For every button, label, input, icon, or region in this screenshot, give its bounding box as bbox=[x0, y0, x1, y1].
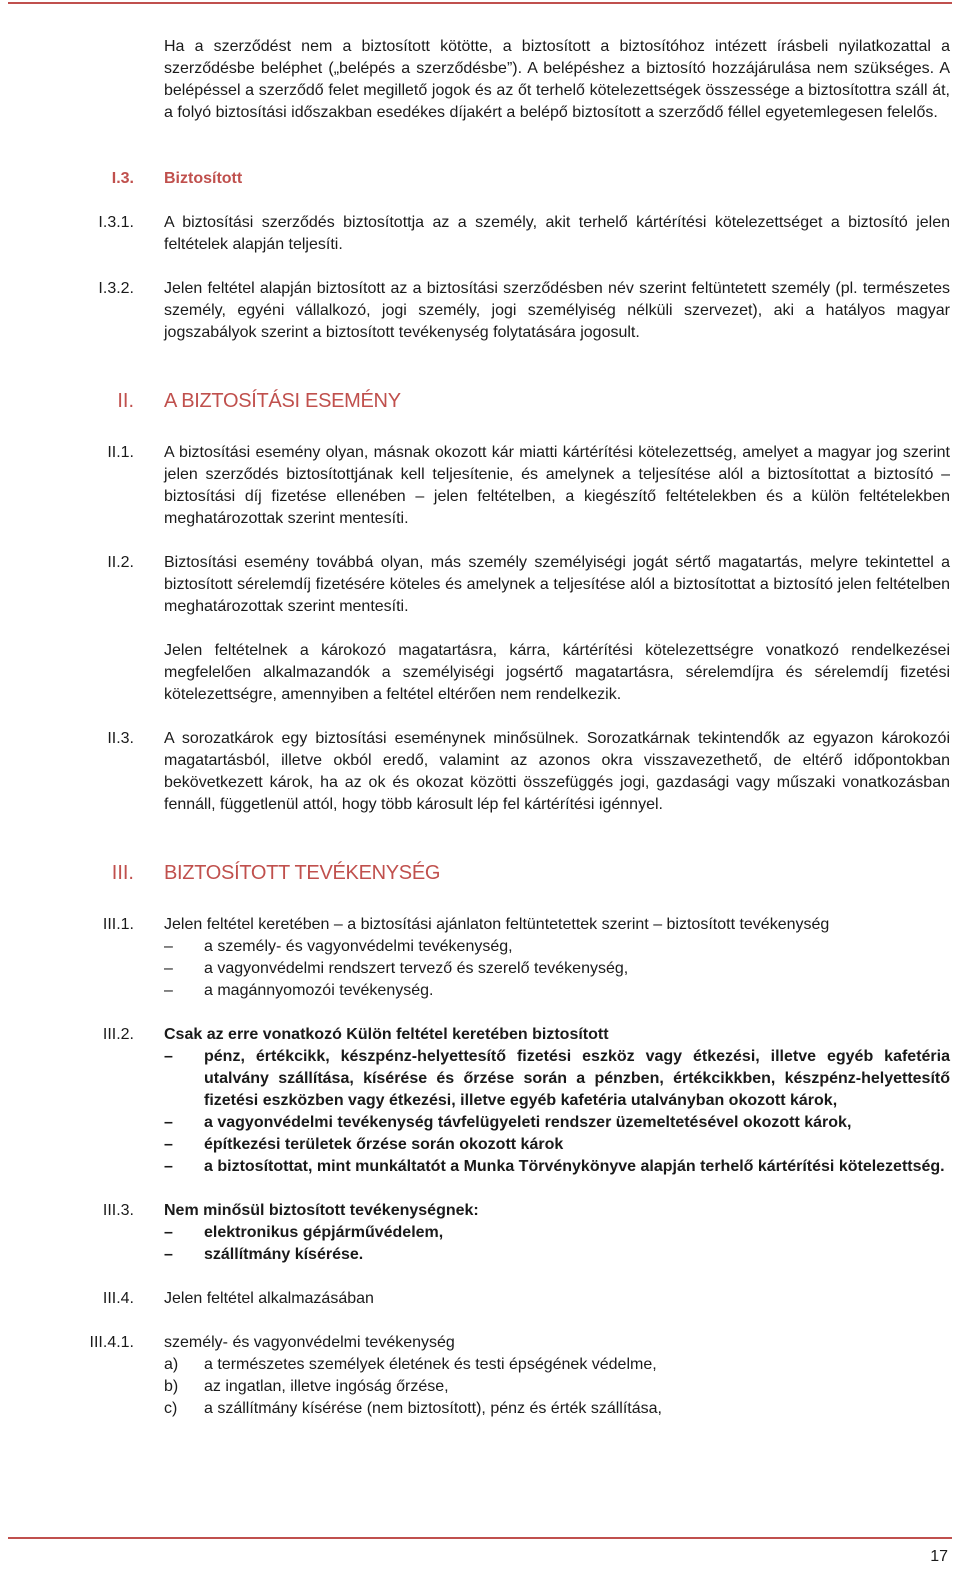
list-item: – a személy- és vagyonvédelmi tevékenység, bbox=[164, 936, 950, 958]
section-number: III. bbox=[111, 862, 134, 884]
clause-ii-1 bbox=[107, 442, 950, 530]
intro-paragraph: Ha a szerződést nem a biztosított kötötte, a biztosított a biztosítóhoz intézett írásbeli nyilatkozattal a szerződésbe beléphet („belépés a szerződésbe”). A belépéshez a biztosító hozzájárulása nem szükséges. A belépéssel a szerződő felet megillető jogok és az őt terhelő kötelezettségek összessége a biztosítottra száll át, a folyó biztosítási időszakban esedékes díjakért a belépő biztosított a szerződő féllel egyetemlegesen felelős. bbox=[164, 38, 950, 121]
clause-text: Jelen feltétel alapján biztosított az a biztosítási szerződésben név szerint feltüntetett személy (pl. természetes személy, egyéni vállalkozó, jogi személy, jogi személyiség nélküli szervezet), aki a hatályos magyar jogszabályok szerint a biztosított tevékenység folytatására jogosult. bbox=[164, 280, 950, 341]
clause-ii-2-continued: Jelen feltételnek a károkozó magatartásra, kárra, kártérítési kötelezettségre vonatkozó rendelkezései megfelelően alkalmazandók a személyiségi jogsértő magatartásra, sérelemdíjra és sérelemdíj fizetési kötelezettségre, amennyiben a feltétel eltérően nem rendelkezik. bbox=[164, 642, 950, 703]
list-item: – pénz, értékcikk, készpénz-helyettesítő fizetési eszköz vagy étkezési, illetve egyéb kafetéria utalvány szállítása, kísérése és őrzése során a pénzben, értékcikkben, készpénz-helyettesítő fizetési eszközben vagy étkezési, illetve egyéb kafetéria utalványban okozott károk, bbox=[164, 1046, 950, 1112]
list-item bbox=[164, 1398, 950, 1420]
clause-number: II.3. bbox=[107, 730, 134, 747]
clause-text: Biztosítási esemény továbbá olyan, más személy személyiségi jogát sértő magatartás, melyre tekintettel a biztosított sérelemdíj fizetésére köteles és amelynek a teljesítése alól a biztosítottat a biztosító jelen feltételben meghatározottak szerint mentesíti. bbox=[164, 554, 950, 615]
clause-text: A sorozatkárok egy biztosítási eseménynek minősülnek. Sorozatkárnak tekintendők az egyazon károkozói magatartásból, illetve okból eredő, valamint az azonos okra visszavezethető, de eltérő időpontokban bekövetkezett károk, ha az ok és okozat közötti összefüggés jogi, gazdasági vagy műszaki vonatkozásban fennáll, függetlenül attól, hogy több károsult lép fel kártérítési igénnyel. bbox=[164, 730, 950, 813]
clause-number: I.3.1. bbox=[98, 214, 134, 231]
clause-text: A biztosítási szerződés biztosítottja az a személy, akit terhelő kártérítési kötelezettséget a biztosító jelen feltételek alapján teljesíti. bbox=[164, 214, 950, 253]
list-marker: a) bbox=[164, 1356, 179, 1373]
clause-i-3-1 bbox=[98, 212, 950, 256]
list-item bbox=[164, 1376, 950, 1398]
clause-number: III.1. bbox=[102, 916, 134, 933]
section-title: BIZTOSÍTOTT TEVÉKENYSÉG bbox=[164, 862, 441, 884]
clause-number: III.2. bbox=[102, 1026, 134, 1043]
clause-text: Jelen feltétel alkalmazásában bbox=[164, 1290, 374, 1307]
list-marker: c) bbox=[164, 1400, 178, 1417]
clause-iii-4 bbox=[102, 1288, 950, 1310]
clause-i-3-2 bbox=[98, 278, 950, 344]
section-number: I.3. bbox=[111, 170, 134, 187]
list-item: – szállítmány kísérése. bbox=[164, 1244, 950, 1266]
clause-number: II.1. bbox=[107, 444, 134, 461]
clause-iii-2 bbox=[102, 1024, 950, 1178]
clause-text: Csak az erre vonatkozó Külön feltétel keretében biztosított bbox=[164, 1026, 609, 1043]
section-iii-heading bbox=[111, 860, 950, 900]
bottom-rule bbox=[8, 1537, 952, 1539]
clause-number: III.4. bbox=[102, 1290, 134, 1307]
list-item: – építkezési területek őrzése során okozott károk bbox=[164, 1134, 950, 1156]
list-item: – a magánnyomozói tevékenység. bbox=[164, 980, 950, 1002]
clause-number: I.3.2. bbox=[98, 280, 134, 297]
list-item-text: az ingatlan, illetve ingóság őrzése, bbox=[204, 1378, 449, 1395]
list-item bbox=[164, 1354, 950, 1376]
list-item: – a vagyonvédelmi tevékenység távfelügyeleti rendszer üzemeltetésével okozott károk, bbox=[164, 1112, 950, 1134]
page-number: 17 bbox=[930, 1548, 948, 1565]
clause-number: III.4.1. bbox=[89, 1334, 134, 1351]
clause-ii-2 bbox=[107, 552, 950, 618]
clause-text: személy- és vagyonvédelmi tevékenység bbox=[164, 1334, 455, 1351]
clause-iii-3 bbox=[102, 1200, 950, 1266]
section-title: Biztosított bbox=[164, 170, 243, 187]
list-item: – a biztosítottat, mint munkáltatót a Munka Törvénykönyve alapján terhelő kártérítési kötelezettség. bbox=[164, 1156, 950, 1178]
clause-number: II.2. bbox=[107, 554, 134, 571]
clause-iii-1 bbox=[102, 914, 950, 1002]
list-item-text: a természetes személyek életének és testi épségének védelme, bbox=[204, 1356, 657, 1373]
list-marker: b) bbox=[164, 1378, 179, 1395]
section-title: A BIZTOSÍTÁSI ESEMÉNY bbox=[164, 390, 401, 412]
clause-text: Jelen feltétel keretében – a biztosítási ajánlaton feltüntetettek szerint – biztosított tevékenység bbox=[164, 916, 830, 933]
section-number: II. bbox=[117, 390, 134, 412]
document-body bbox=[0, 36, 960, 1420]
clause-ii-3 bbox=[107, 728, 950, 816]
list-item: – a vagyonvédelmi rendszert tervező és szerelő tevékenység, bbox=[164, 958, 950, 980]
top-rule bbox=[8, 2, 952, 4]
section-i3-heading bbox=[111, 168, 950, 190]
list-item: – elektronikus gépjárművédelem, bbox=[164, 1222, 950, 1244]
clause-number: III.3. bbox=[102, 1202, 134, 1219]
list-item-text: a szállítmány kísérése (nem biztosított), pénz és érték szállítása, bbox=[204, 1400, 662, 1417]
clause-text: A biztosítási esemény olyan, másnak okozott kár miatti kártérítési kötelezettség, amelyet a magyar jog szerint jelen szerződés biztosítottjának kell teljesítenie, és amelynek a teljesítése alól a biztosítottat a biztosító – biztosítási díj fizetése ellenében – jelen feltételben, a kiegészítő feltételekben és a külön feltételekben meghatározottak szerint mentesíti. bbox=[164, 444, 950, 527]
section-ii-heading bbox=[117, 388, 950, 428]
clause-text: Nem minősül biztosított tevékenységnek: bbox=[164, 1202, 479, 1219]
clause-iii-4-1 bbox=[89, 1332, 950, 1420]
